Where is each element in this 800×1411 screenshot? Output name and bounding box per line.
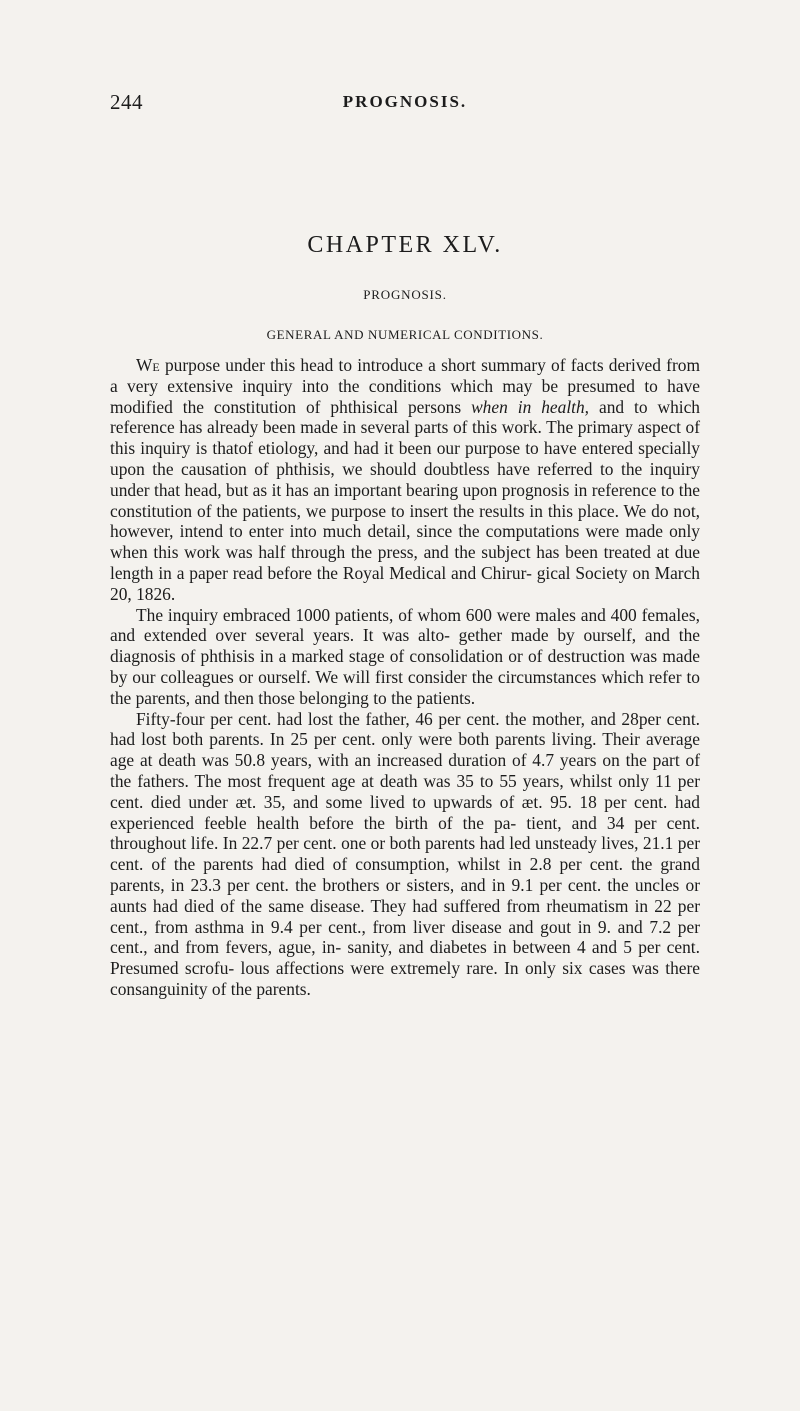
paragraph-1-text-a: purpose under this head to introduce a short summary of facts derived from a very extensive inquiry into the conditions which may be presumed to have modified the constitution of phthisical persons: [110, 355, 700, 417]
paragraph-1-emphasis: when in health,: [471, 396, 590, 417]
section-heading: GENERAL AND NUMERICAL CONDITIONS.: [266, 327, 544, 342]
paragraph-2: The inquiry embraced 1000 patients, of whom 600 were males and 400 females, and extended over several years. It was alto- gether made by ourself, and the diagnosis of phthisis in a marked stage of consolidation or of destruction was made by our colleagues or ourself. We will first consider the circumstances which refer to the parents, and then those belonging to the patients.: [110, 604, 700, 708]
paragraph-3: Fifty-four per cent. had lost the father, 46 per cent. the mother, and 28per cent. had lost both parents. In 25 per cent. only were both parents living. Their average age at death was 50.8 years, with an increased duration of 4.7 years on the part of the fathers. The most frequent age at death was 35 to 55 years, whilst only 11 per cent. died under æt. 35, and some lived to upwards of æt. 95. 18 per cent. had experienced feeble health before the birth of the pa- tient, and 34 per cent. throughout life. In 22.7 per cent. one or both parents had led unsteady lives, 21.1 per cent. of the parents had died of consumption, whilst in 2.8 per cent. the grand parents, in 23.3 per cent. the brothers or sisters, and in 9.1 per cent. the uncles or aunts had died of the same disease. They had suffered from rheumatism in 22 per cent., from asthma in 9.4 per cent., from liver disease and gout in 9. and 7.2 per cent., and from fevers, ague, in- sanity, and diabetes in between 4 and 5 per cent. Presumed scrofu- lous affections were extremely rare. In only six cases was there consanguinity of the parents.: [110, 708, 700, 999]
page-number: 244: [110, 90, 143, 114]
chapter-title: CHAPTER XLV.: [307, 232, 503, 258]
chapter-subtitle: PROGNOSIS.: [363, 287, 447, 302]
running-head: [110, 90, 700, 120]
paragraph-1-text-b: and to which reference has already been made in several parts of this work. The primary aspect of this inquiry is thatof etiology, and had it been our purpose to have entered specially upon the causation of phthisis, we should doubtless have referred to the inquiry under that head, but as it has an important bearing upon prognosis in reference to the constitution of the patients, we purpose to insert the results in this place. We do not, however, intend to enter into much detail, since the computations were made only when this work was half through the press, and the subject has been treated at due length in a paper read before the Royal Medical and Chirur- gical Society on March 20, 1826.: [110, 396, 701, 604]
running-title: PROGNOSIS.: [342, 92, 468, 111]
paragraph-1-lead: We: [136, 355, 160, 375]
paragraph-1: [110, 355, 700, 605]
body-text: [110, 355, 700, 1000]
